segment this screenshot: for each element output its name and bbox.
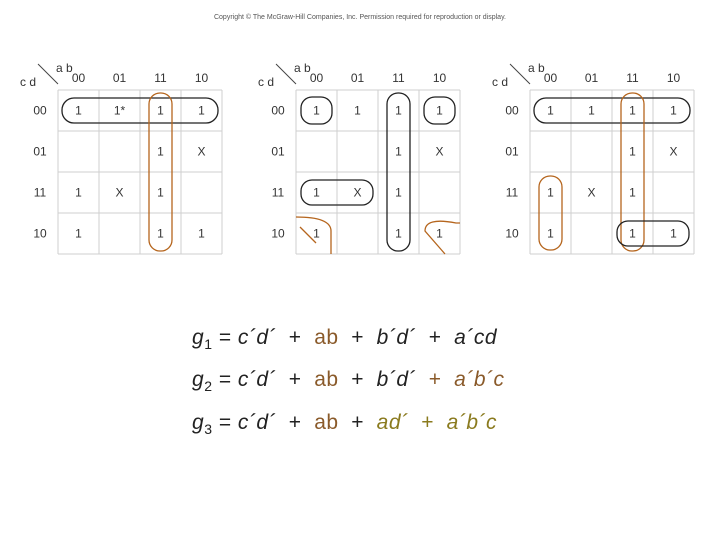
equation-lhs: g — [192, 326, 205, 349]
map-cell: 1 — [75, 103, 82, 118]
map-cell: 1 — [395, 144, 402, 159]
term-2: ab — [314, 326, 339, 349]
column-label: 01 — [584, 71, 599, 85]
map-cell: 1 — [629, 226, 636, 241]
row-variable-label: c d — [258, 75, 275, 89]
term-2: ab — [314, 411, 339, 434]
term-3: ad´ — [376, 411, 409, 434]
term-1: c´d´ — [237, 368, 277, 391]
diagonal-divider — [510, 64, 530, 84]
map-cell: 1 — [157, 103, 164, 118]
map-cell: 1 — [157, 226, 164, 241]
row-label: 00 — [33, 103, 47, 118]
map-cell: 1 — [629, 144, 636, 159]
map-cell: X — [587, 185, 596, 200]
map-cell: 1 — [313, 185, 320, 200]
column-label: 00 — [71, 71, 86, 85]
map-cell: 1 — [670, 226, 677, 241]
row-label: 10 — [271, 226, 285, 241]
map-cell: X — [197, 144, 206, 159]
row-label: 01 — [33, 144, 47, 159]
row-label: 10 — [505, 226, 519, 241]
kmap-svg — [20, 58, 209, 258]
equation-lhs: g — [192, 368, 205, 391]
map-cell: 1 — [313, 103, 320, 118]
row-label: 11 — [33, 185, 47, 200]
map-cell: 1* — [113, 103, 126, 118]
map-cell: 1 — [75, 185, 82, 200]
col-variable-label: a b — [294, 61, 311, 75]
term-4: a´b´c — [446, 411, 497, 434]
equation-subscript: 1 — [204, 336, 213, 352]
column-label: 11 — [154, 71, 167, 85]
column-label: 11 — [626, 71, 639, 85]
row-label: 10 — [33, 226, 47, 241]
map-cell: 1 — [436, 103, 443, 118]
col-variable-label: a b — [528, 61, 545, 75]
kmap-svg — [258, 58, 447, 258]
row-label: 11 — [505, 185, 519, 200]
column-label: 10 — [432, 71, 447, 85]
equation-lhs: g — [192, 411, 205, 434]
map-cell: 1 — [198, 103, 205, 118]
map-cell: 1 — [395, 103, 402, 118]
term-4: a´b´c — [454, 368, 505, 391]
map-cell: 1 — [547, 185, 554, 200]
map-cell: 1 — [157, 185, 164, 200]
equation-g1: $g_1$ = c´d´ + ab + b´d´ + a´cd — [192, 326, 497, 352]
col-variable-label: a b — [56, 61, 73, 75]
term-1: c´d´ — [237, 326, 277, 349]
term-1: c´d´ — [237, 411, 277, 434]
term-4: a´cd — [454, 326, 497, 349]
row-variable-label: c d — [20, 75, 37, 89]
map-cell: 1 — [75, 226, 82, 241]
equation-subscript: 3 — [204, 421, 213, 437]
term-3: b´d´ — [376, 368, 417, 391]
map-cell: 1 — [629, 103, 636, 118]
row-label: 00 — [505, 103, 519, 118]
column-label: 00 — [543, 71, 558, 85]
equation-g2: $g_2$ = c´d´ + ab + b´d´ + a´b´c — [192, 368, 505, 394]
map-cell: 1 — [547, 226, 554, 241]
equation-g3: $g_3$ = c´d´ + ab + ad´ + a´b´c — [192, 411, 497, 437]
map-cell: 1 — [198, 226, 205, 241]
row-label: 00 — [271, 103, 285, 118]
map-cell: 1 — [313, 226, 320, 241]
diagonal-divider — [276, 64, 296, 84]
map-cell: 1 — [629, 185, 636, 200]
column-label: 00 — [309, 71, 324, 85]
row-label: 11 — [271, 185, 285, 200]
map-cell: 1 — [395, 185, 402, 200]
column-label: 11 — [392, 71, 405, 85]
karnaugh-map-1 — [20, 58, 209, 258]
term-2: ab — [314, 368, 339, 391]
row-variable-label: c d — [492, 75, 509, 89]
column-label: 10 — [666, 71, 681, 85]
map-cell: 1 — [670, 103, 677, 118]
diagonal-divider — [38, 64, 58, 84]
row-label: 01 — [271, 144, 285, 159]
term-3: b´d´ — [376, 326, 417, 349]
map-cell: 1 — [395, 226, 402, 241]
row-label: 01 — [505, 144, 519, 159]
map-cell: 1 — [547, 103, 554, 118]
karnaugh-map-3 — [492, 58, 681, 258]
map-cell: X — [669, 144, 678, 159]
map-cell: X — [435, 144, 444, 159]
map-cell: 1 — [157, 144, 164, 159]
map-cell: 1 — [436, 226, 443, 241]
equation-subscript: 2 — [204, 378, 213, 394]
column-label: 01 — [112, 71, 127, 85]
column-label: 10 — [194, 71, 209, 85]
map-cell: 1 — [354, 103, 361, 118]
map-cell: 1 — [588, 103, 595, 118]
karnaugh-map-2 — [258, 58, 447, 258]
map-cell: X — [353, 185, 362, 200]
copyright-notice: Copyright © The McGraw-Hill Companies, Inc. Permission required for reproduction or display. — [213, 14, 506, 21]
map-cell: X — [115, 185, 124, 200]
column-label: 01 — [350, 71, 365, 85]
kmap-svg — [492, 58, 681, 258]
